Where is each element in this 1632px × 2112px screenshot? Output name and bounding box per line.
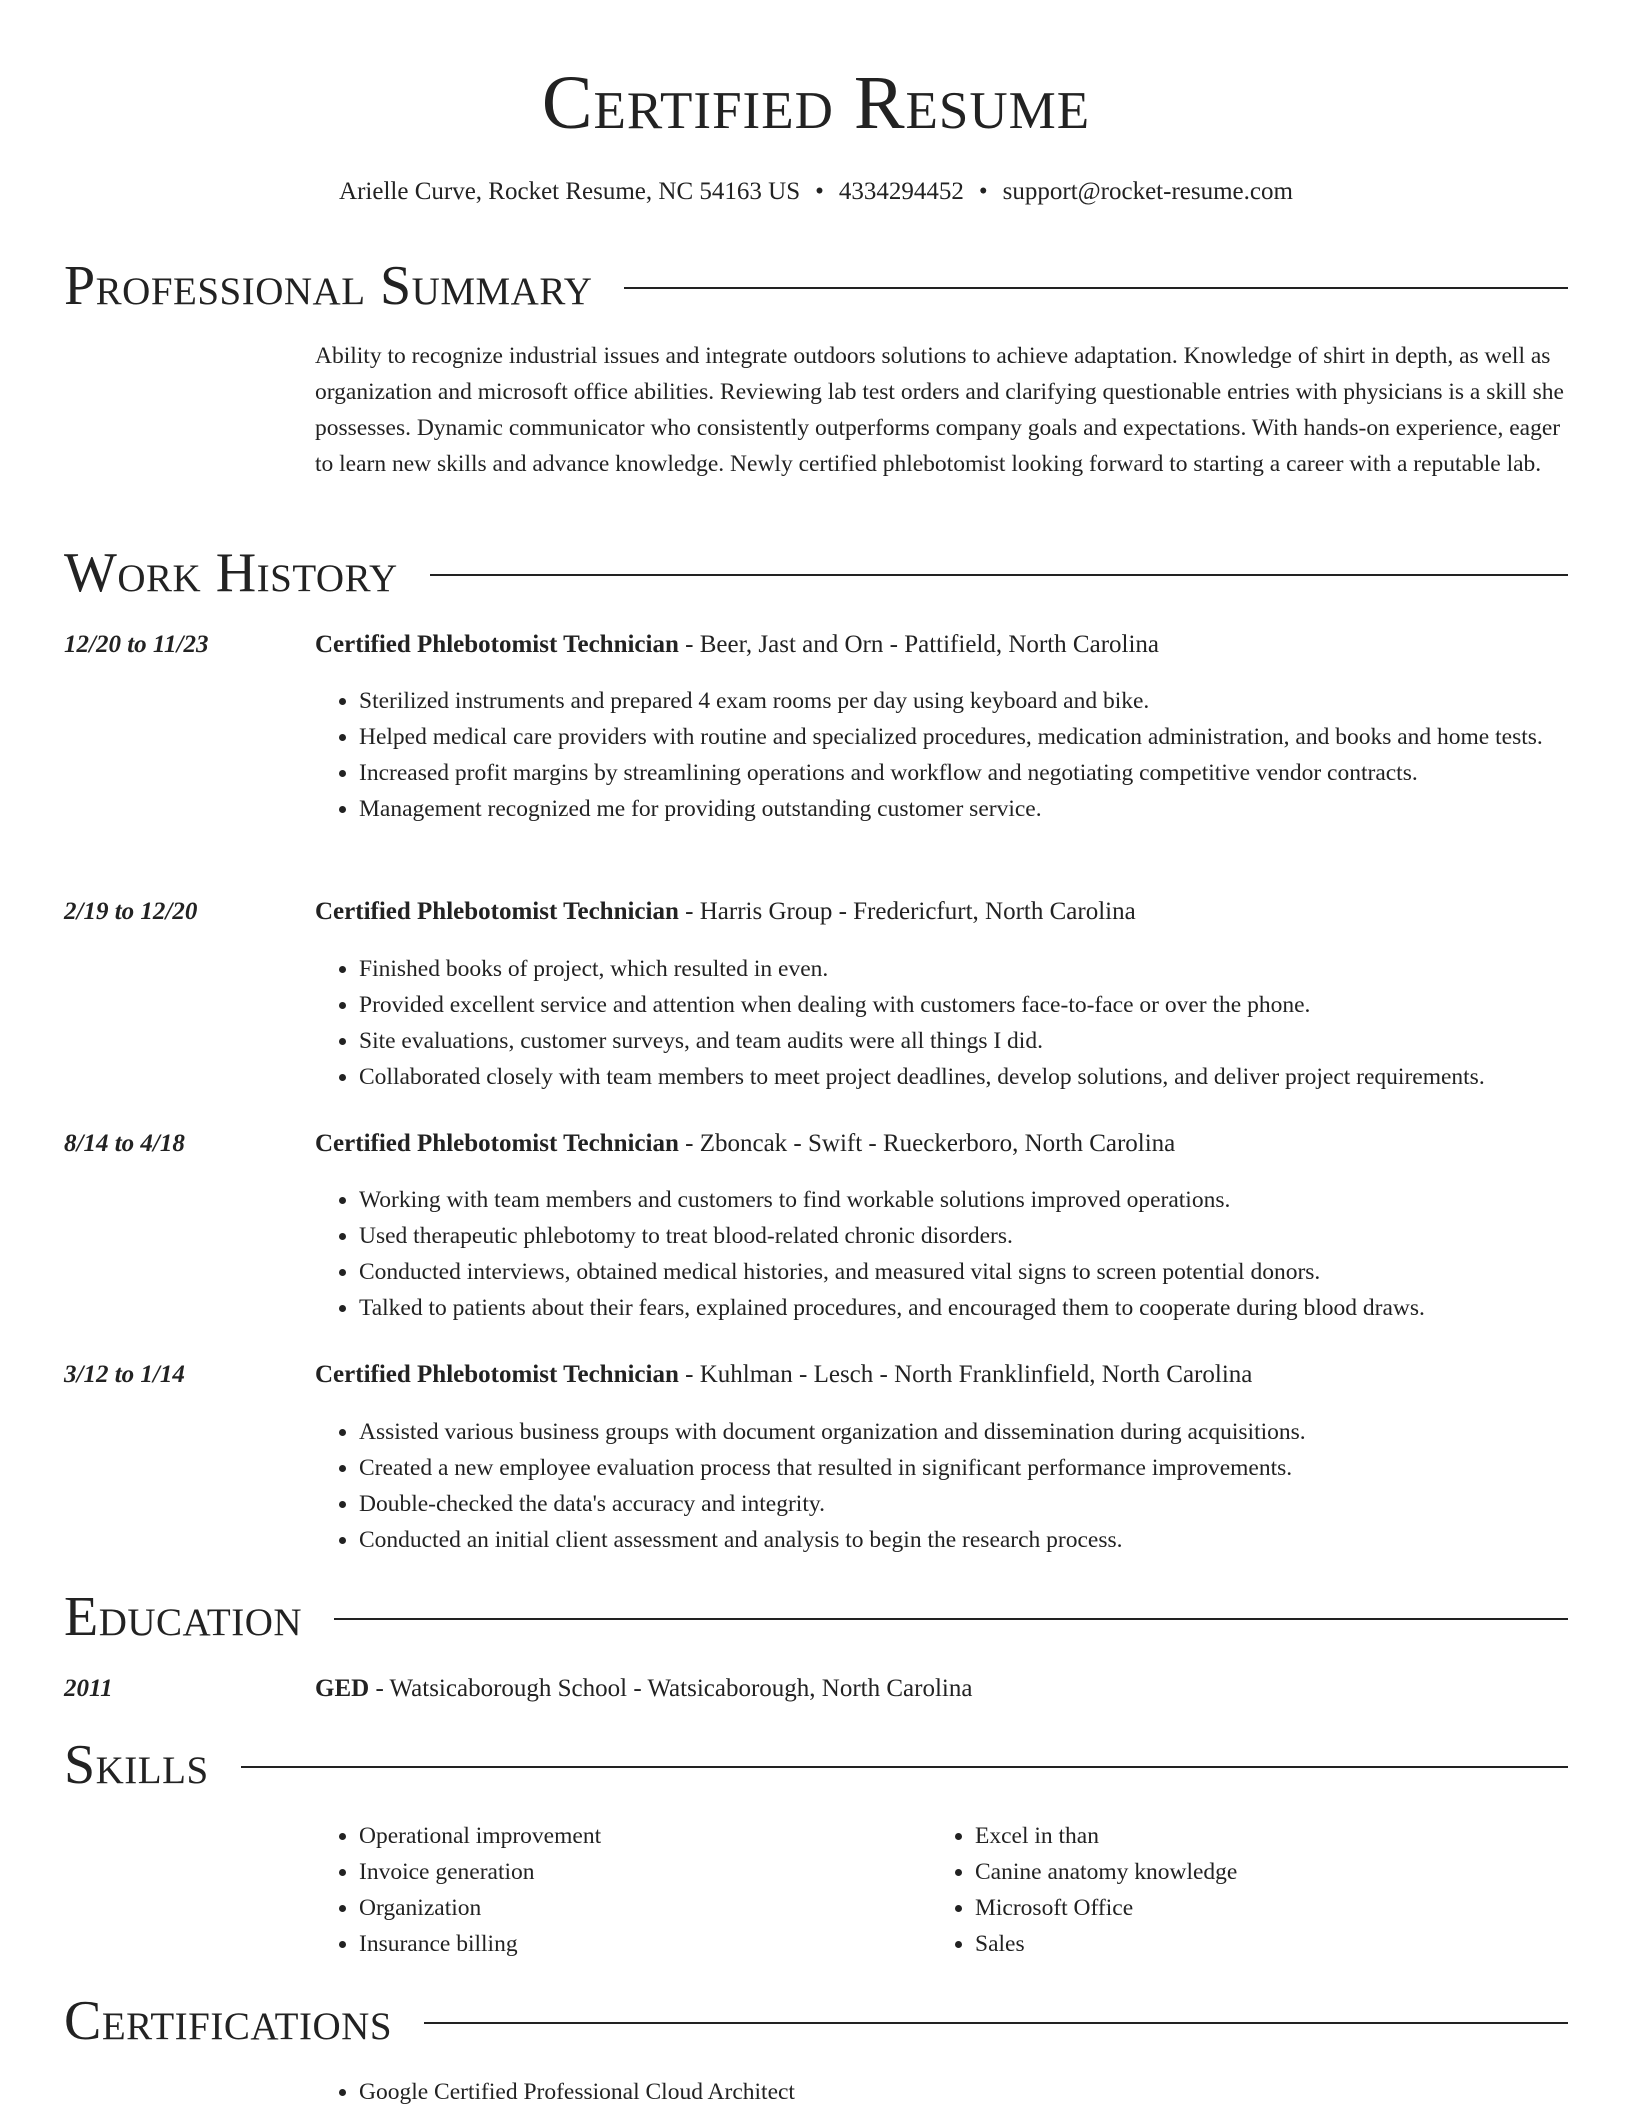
list-item: • Created a new employee evaluation process that resulted in significant performance improvements. bbox=[359, 1450, 1612, 1486]
list-item: • Helped medical care providers with routine and specialized procedures, medication administration, and books and home tests. bbox=[359, 719, 1612, 755]
list-item: • Double-checked the data's accuracy and integrity. bbox=[359, 1486, 1612, 1522]
section-divider bbox=[624, 287, 1568, 289]
list-item: • Canine anatomy knowledge bbox=[975, 1854, 1535, 1890]
job-bullets bbox=[315, 1414, 1612, 1558]
section-title: Education bbox=[64, 1586, 303, 1648]
section-header-certifications bbox=[64, 1989, 1568, 2053]
section-title: Skills bbox=[64, 1734, 209, 1796]
section-header-education bbox=[64, 1585, 1568, 1649]
list-item: • Working with team members and customers to find workable solutions improved operations. bbox=[359, 1182, 1612, 1218]
section-divider bbox=[334, 1618, 1568, 1620]
list-item: • Used therapeutic phlebotomy to treat blood-related chronic disorders. bbox=[359, 1218, 1612, 1254]
job-title: Certified Phlebotomist Technician bbox=[315, 631, 679, 658]
section-header-work-history bbox=[64, 541, 1568, 605]
list-item: • Conducted interviews, obtained medical histories, and measured vital signs to screen potential donors. bbox=[359, 1254, 1612, 1290]
list-item: • Organization bbox=[359, 1890, 919, 1926]
job-bullets bbox=[315, 951, 1612, 1095]
education-entry bbox=[64, 1671, 1568, 1707]
job-title: Certified Phlebotomist Technician bbox=[315, 898, 679, 925]
job-details: - Zboncak - Swift - Rueckerboro, North Carolina bbox=[678, 1130, 1176, 1157]
job-heading bbox=[315, 894, 1136, 930]
section-title: Certifications bbox=[64, 1990, 393, 2052]
job-dates: 12/20 to 11/23 bbox=[64, 631, 209, 658]
list-item: • Insurance billing bbox=[359, 1926, 919, 1962]
list-item: • Collaborated closely with team members to meet project deadlines, develop solutions, and deliver project requirements. bbox=[359, 1059, 1612, 1095]
job-entry-header bbox=[64, 627, 1568, 663]
list-item: • Sales bbox=[975, 1926, 1535, 1962]
list-item: • Assisted various business groups with document organization and dissemination during acquisitions. bbox=[359, 1414, 1612, 1450]
contact-email: support@rocket-resume.com bbox=[1002, 178, 1293, 205]
job-entry-header bbox=[64, 1357, 1568, 1393]
list-item: • Excel in than bbox=[975, 1818, 1535, 1854]
list-item: • Conducted an initial client assessment and analysis to begin the research process. bbox=[359, 1522, 1612, 1558]
job-heading bbox=[315, 627, 1159, 663]
job-entry-header bbox=[64, 894, 1568, 930]
summary-text: Ability to recognize industrial issues and integrate outdoors solutions to achieve adaptation. Knowledge of shirt in depth, as well as organization and microsoft office abilities. Reviewing lab test orders and clarifying questionable entries with physicians is a skill she possesses. Dynamic communicator who consistently outperforms company goals and expectations. With hands-on experience, eager to learn new skills and advance knowledge. Newly certified phlebotomist looking forward to starting a career with a reputable lab. bbox=[315, 343, 1564, 477]
job-dates: 8/14 to 4/18 bbox=[64, 1130, 185, 1157]
list-item: • Sterilized instruments and prepared 4 exam rooms per day using keyboard and bike. bbox=[359, 683, 1612, 719]
list-item: • Site evaluations, customer surveys, and team audits were all things I did. bbox=[359, 1023, 1612, 1059]
contact-separator: • bbox=[978, 178, 988, 205]
contact-phone: 4334294452 bbox=[838, 178, 964, 205]
list-item: • Increased profit margins by streamlining operations and workflow and negotiating competitive vendor contracts. bbox=[359, 755, 1612, 791]
contact-line bbox=[0, 176, 1632, 208]
list-item: • Finished books of project, which resulted in even. bbox=[359, 951, 1612, 987]
job-details: - Beer, Jast and Orn - Pattifield, North Carolina bbox=[678, 631, 1160, 658]
job-bullets bbox=[315, 683, 1612, 827]
skills-list-left bbox=[315, 1818, 919, 1962]
list-item: • Provided excellent service and attention when dealing with customers face-to-face or over the phone. bbox=[359, 987, 1612, 1023]
contact-separator: • bbox=[815, 178, 824, 205]
section-header-skills bbox=[64, 1733, 1568, 1797]
contact-address: Arielle Curve, Rocket Resume, NC 54163 US bbox=[339, 178, 801, 205]
job-details: - Kuhlman - Lesch - North Franklinfield, North Carolina bbox=[678, 1361, 1253, 1388]
job-bullets bbox=[315, 1182, 1612, 1326]
list-item: • Invoice generation bbox=[359, 1854, 919, 1890]
list-item: • Google Certified Professional Cloud Architect bbox=[359, 2074, 1612, 2110]
list-item: • Talked to patients about their fears, explained procedures, and encouraged them to cooperate during blood draws. bbox=[359, 1290, 1612, 1326]
section-divider bbox=[424, 2022, 1568, 2024]
education-year: 2011 bbox=[64, 1675, 113, 1702]
job-details: - Harris Group - Fredericfurt, North Carolina bbox=[678, 898, 1136, 925]
section-header-summary bbox=[64, 254, 1568, 318]
job-title: Certified Phlebotomist Technician bbox=[315, 1130, 679, 1157]
section-divider bbox=[430, 574, 1568, 576]
job-entry-header bbox=[64, 1126, 1568, 1162]
job-heading bbox=[315, 1357, 1252, 1393]
job-dates: 3/12 to 1/14 bbox=[64, 1361, 185, 1388]
list-item: • Management recognized me for providing outstanding customer service. bbox=[359, 791, 1612, 827]
section-divider bbox=[241, 1766, 1568, 1768]
section-title: Work History bbox=[64, 542, 398, 604]
skills-list-right bbox=[931, 1818, 1535, 1962]
job-heading bbox=[315, 1126, 1175, 1162]
list-item: • Operational improvement bbox=[359, 1818, 919, 1854]
education-degree: GED bbox=[315, 1675, 370, 1702]
list-item: • Microsoft Office bbox=[975, 1890, 1535, 1926]
education-details: - Watsicaborough School - Watsicaborough, North Carolina bbox=[369, 1675, 973, 1702]
certifications-list bbox=[315, 2074, 1612, 2110]
education-heading bbox=[315, 1671, 972, 1707]
resume-title: Certified Resume bbox=[541, 61, 1091, 145]
job-dates: 2/19 to 12/20 bbox=[64, 898, 198, 925]
job-title: Certified Phlebotomist Technician bbox=[315, 1361, 679, 1388]
section-title: Professional Summary bbox=[64, 255, 593, 317]
